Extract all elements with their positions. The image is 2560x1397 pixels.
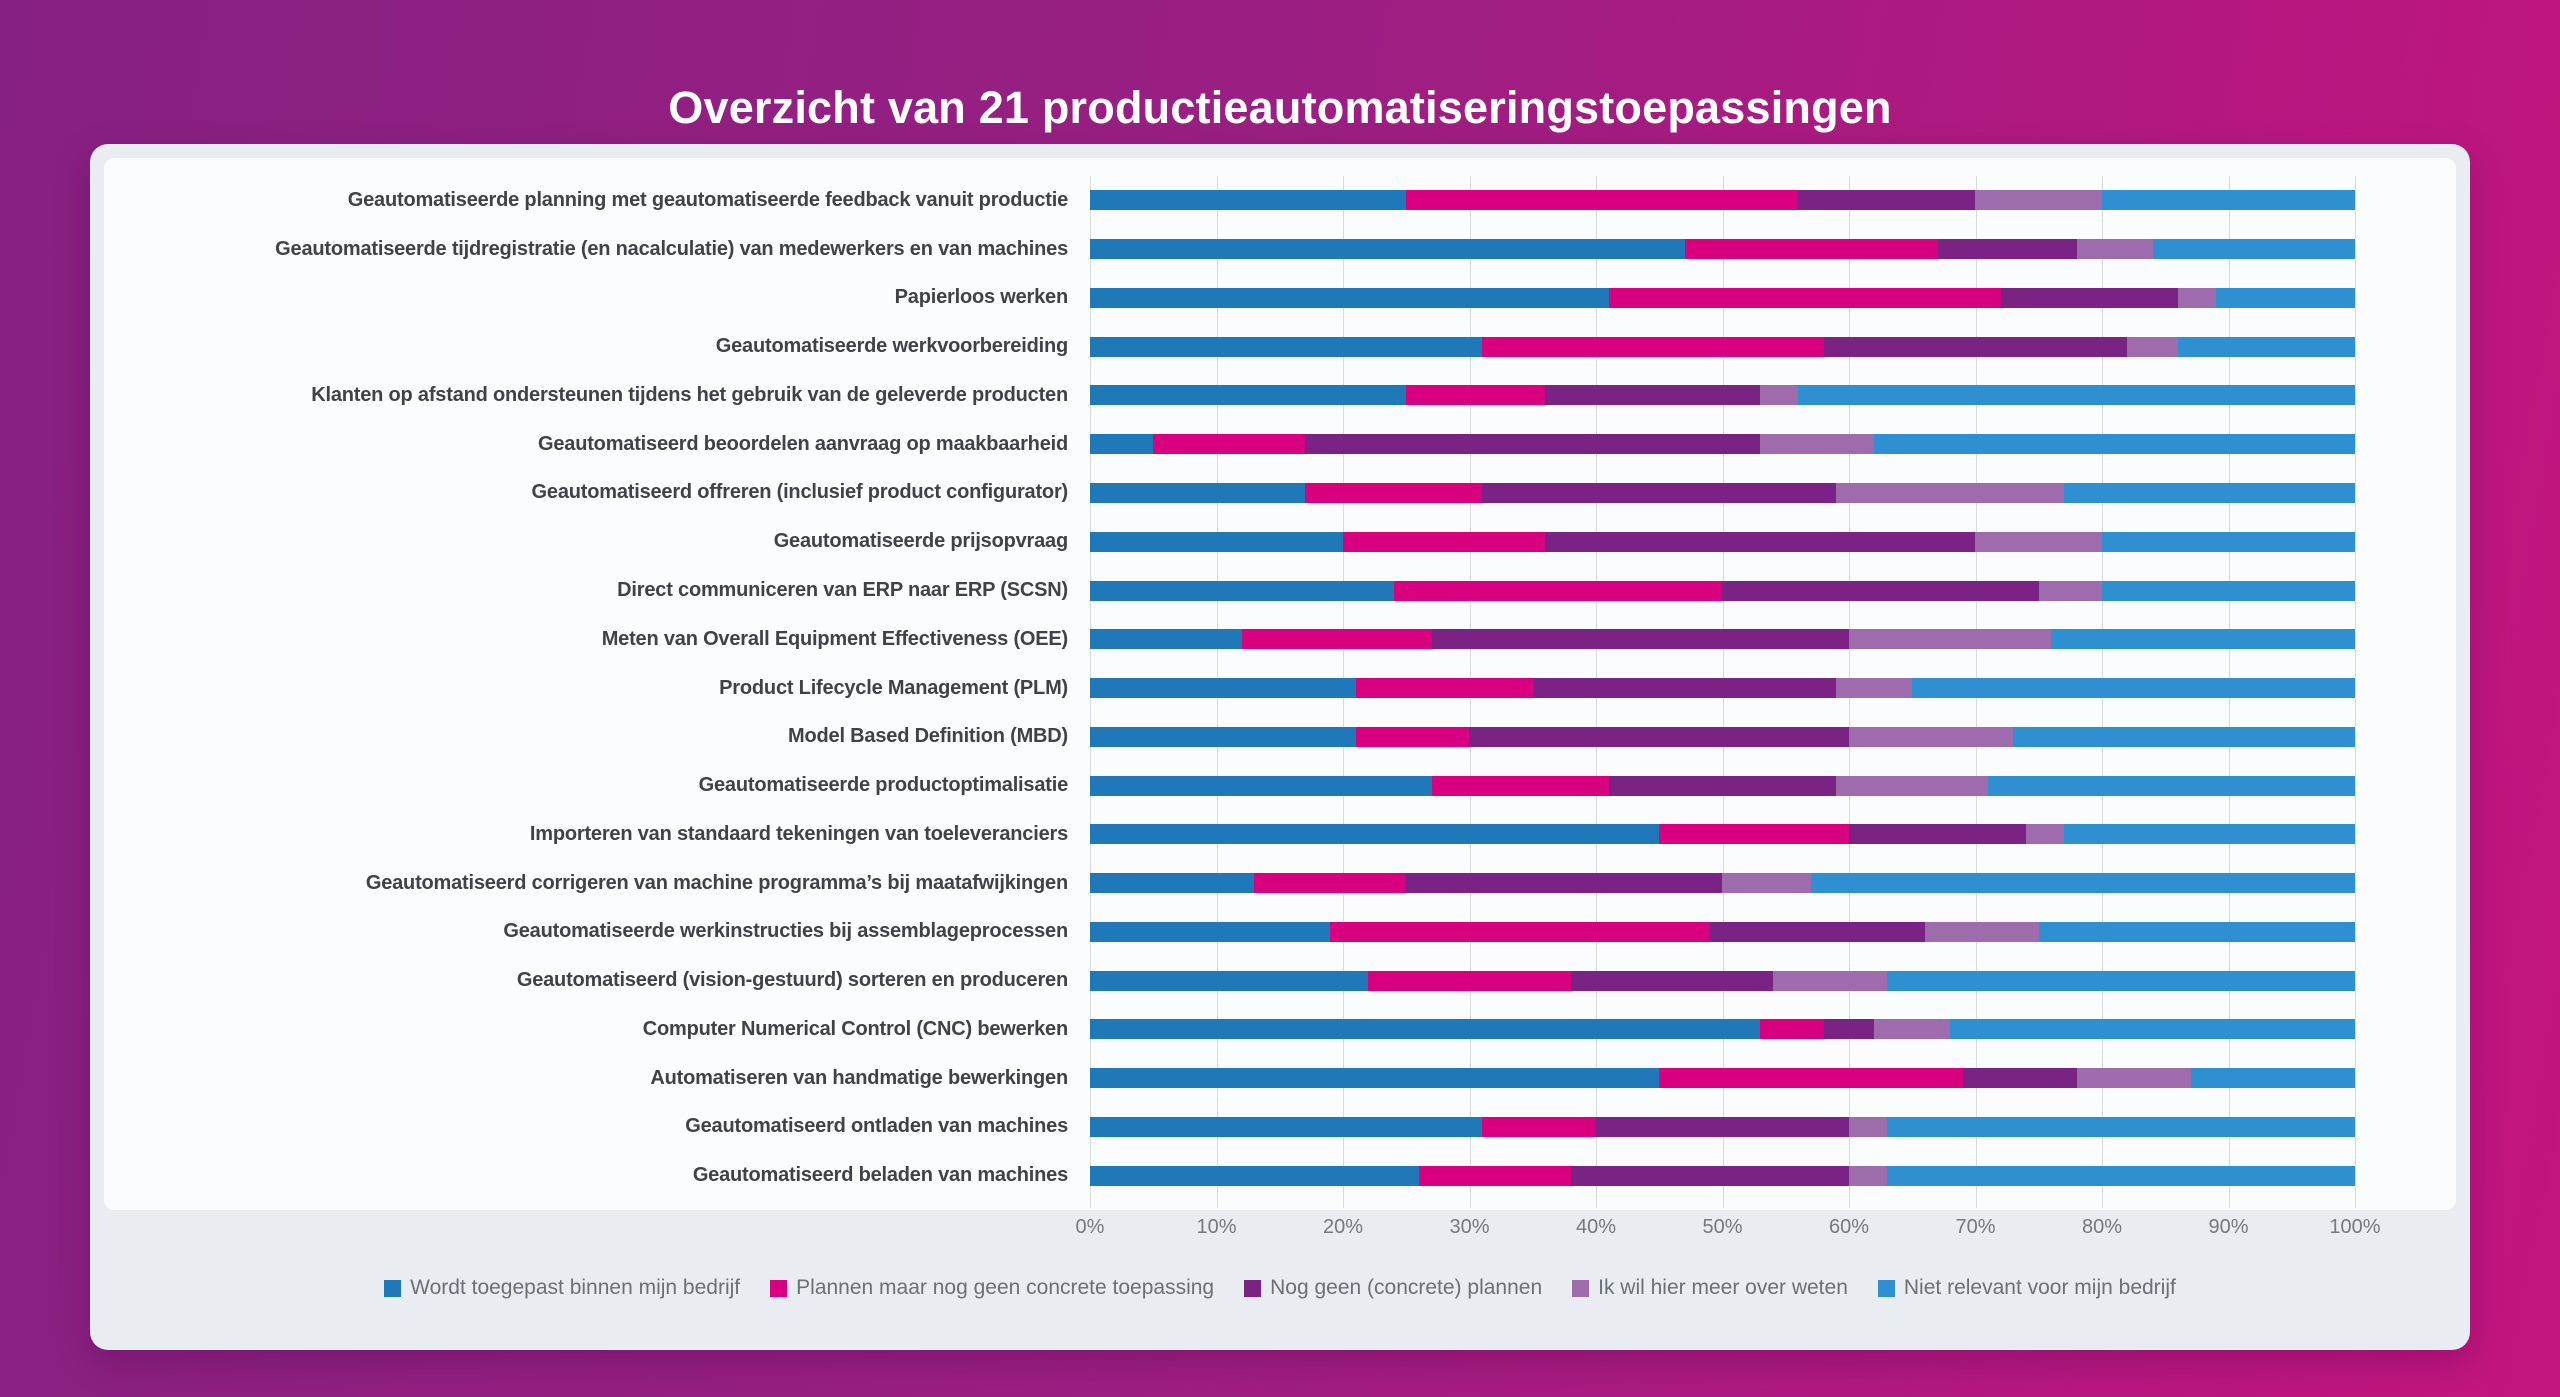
bar-segment <box>1659 1068 1963 1088</box>
bar-segment <box>1090 434 1153 454</box>
bar-track <box>1090 727 2355 747</box>
bar-segment <box>1849 1166 1887 1186</box>
bar-segment <box>1482 1117 1596 1137</box>
legend-label: Plannen maar nog geen concrete toepassing <box>796 1276 1215 1299</box>
category-label: Geautomatiseerde productoptimalisatie <box>698 774 1068 797</box>
bar-segment <box>1432 776 1609 796</box>
legend-label: Nog geen (concrete) plannen <box>1270 1276 1543 1299</box>
bar-segment <box>1090 1019 1760 1039</box>
bar-segment <box>2077 239 2153 259</box>
category-label: Model Based Definition (MBD) <box>788 725 1068 748</box>
bar-segment <box>1849 727 2013 747</box>
bar-segment <box>1242 629 1432 649</box>
legend-label: Niet relevant voor mijn bedrijf <box>1903 1276 2176 1299</box>
bar-track <box>1090 1019 2355 1039</box>
bar-track <box>1090 1166 2355 1186</box>
table-row <box>90 1054 2355 1103</box>
bar-segment <box>1545 385 1760 405</box>
bar-segment <box>1887 1166 2355 1186</box>
bar-track <box>1090 824 2355 844</box>
bar-segment <box>1090 483 1305 503</box>
category-label: Geautomatiseerd (vision-gestuurd) sorteren en produceren <box>516 969 1068 992</box>
bar-segment <box>1571 1166 1849 1186</box>
category-label: Product Lifecycle Management (PLM) <box>719 676 1068 699</box>
bar-segment <box>1090 971 1368 991</box>
bar-segment <box>1722 581 2038 601</box>
bar-segment <box>1090 239 1685 259</box>
table-row <box>90 1151 2355 1200</box>
bar-segment <box>1406 385 1545 405</box>
bar-segment <box>1432 629 1849 649</box>
bar-segment <box>1343 532 1545 552</box>
bar-track <box>1090 385 2355 405</box>
bar-segment <box>1836 776 1988 796</box>
bar-segment <box>2127 337 2178 357</box>
table-row <box>90 420 2355 469</box>
bar-segment <box>1482 337 1824 357</box>
bar-track <box>1090 288 2355 308</box>
bar-segment <box>2039 922 2355 942</box>
gridline <box>2355 176 2356 1208</box>
bar-segment <box>2064 483 2355 503</box>
bar-segment <box>1849 629 2051 649</box>
bar-segment <box>1090 678 1356 698</box>
bar-segment <box>1950 1019 2355 1039</box>
bar-segment <box>1090 1117 1482 1137</box>
legend-item <box>1244 1276 1542 1300</box>
table-row <box>90 517 2355 566</box>
bar-segment <box>1533 678 1837 698</box>
bar-track <box>1090 776 2355 796</box>
legend <box>90 1276 2470 1300</box>
bar-segment <box>1685 239 1938 259</box>
category-label: Geautomatiseerd corrigeren van machine programma’s bij maatafwijkingen <box>365 871 1068 894</box>
legend-label: Ik wil hier meer over weten <box>1598 1276 1848 1299</box>
bar-segment <box>1090 629 1242 649</box>
category-label: Meten van Overall Equipment Effectiveness (OEE) <box>601 627 1068 650</box>
bar-segment <box>2013 727 2355 747</box>
bar-segment <box>1596 1117 1849 1137</box>
bar-track <box>1090 1117 2355 1137</box>
x-axis-tick-label: 100% <box>2329 1216 2381 1238</box>
legend-swatch <box>384 1280 401 1297</box>
category-label: Geautomatiseerd beladen van machines <box>692 1164 1068 1187</box>
bar-segment <box>1874 434 2355 454</box>
bar-segment <box>1356 678 1533 698</box>
bar-segment <box>1090 581 1394 601</box>
bar-segment <box>1925 922 2039 942</box>
x-axis-tick-label: 30% <box>1449 1216 1490 1238</box>
bar-segment <box>1571 971 1773 991</box>
table-row <box>90 810 2355 859</box>
bar-track <box>1090 873 2355 893</box>
legend-swatch <box>770 1280 787 1297</box>
bar-segment <box>1824 1019 1875 1039</box>
bar-segment <box>1090 824 1659 844</box>
bar-segment <box>1887 971 2355 991</box>
category-label: Direct communiceren van ERP naar ERP (SCSN) <box>617 579 1068 601</box>
chart-title: Overzicht van 21 productieautomatiseringstoepassingen <box>668 82 1892 134</box>
table-row <box>90 469 2355 518</box>
bar-segment <box>1938 239 2077 259</box>
category-label: Geautomatiseerde prijsopvraag <box>773 530 1068 553</box>
bar-track <box>1090 678 2355 698</box>
bar-segment <box>1090 873 1254 893</box>
bar-segment <box>1773 971 1887 991</box>
bar-segment <box>2216 288 2355 308</box>
bar-segment <box>1975 532 2102 552</box>
bar-segment <box>1760 385 1798 405</box>
bar-segment <box>2102 581 2355 601</box>
bar-segment <box>2077 1068 2191 1088</box>
bar-segment <box>2001 288 2178 308</box>
bar-segment <box>1824 337 2128 357</box>
bar-segment <box>1153 434 1305 454</box>
x-axis-tick-label: 70% <box>1955 1216 1996 1238</box>
bar-track <box>1090 190 2355 210</box>
category-label: Geautomatiseerd offreren (inclusief product configurator) <box>531 481 1068 504</box>
x-axis-tick-label: 90% <box>2208 1216 2249 1238</box>
bar-segment <box>1419 1166 1571 1186</box>
bar-segment <box>2102 190 2355 210</box>
bar-segment <box>1090 190 1406 210</box>
bar-segment <box>1090 922 1330 942</box>
bar-segment <box>1760 1019 1823 1039</box>
x-axis-tick-label: 10% <box>1196 1216 1237 1238</box>
bar-segment <box>1090 727 1356 747</box>
bar-segment <box>2064 824 2355 844</box>
legend-swatch <box>1878 1280 1895 1297</box>
table-row <box>90 761 2355 810</box>
bar-segment <box>1849 1117 1887 1137</box>
legend-label: Wordt toegepast binnen mijn bedrijf <box>410 1276 741 1299</box>
bar-track <box>1090 239 2355 259</box>
bar-segment <box>1836 678 1912 698</box>
category-label: Papierloos werken <box>894 286 1068 309</box>
bar-segment <box>1406 873 1722 893</box>
bar-segment <box>2039 581 2102 601</box>
category-label: Geautomatiseerde werkinstructies bij assemblageprocessen <box>503 920 1068 943</box>
bar-segment <box>1609 288 2001 308</box>
table-row <box>90 176 2355 225</box>
bar-track <box>1090 483 2355 503</box>
bar-segment <box>1090 385 1406 405</box>
legend-item <box>384 1276 740 1300</box>
table-row <box>90 274 2355 323</box>
table-row <box>90 664 2355 713</box>
bar-segment <box>1305 483 1482 503</box>
x-axis-tick-label: 40% <box>1575 1216 1617 1238</box>
table-row <box>90 1005 2355 1054</box>
table-row <box>90 907 2355 956</box>
bar-segment <box>1368 971 1570 991</box>
bar-track <box>1090 532 2355 552</box>
category-label: Geautomatiseerd beoordelen aanvraag op maakbaarheid <box>538 432 1068 455</box>
bar-segment <box>1090 776 1432 796</box>
x-axis-tick-label: 60% <box>1828 1216 1870 1238</box>
bar-segment <box>1849 824 2026 844</box>
category-label: Klanten op afstand ondersteunen tijdens het gebruik van de geleverde producten <box>311 383 1068 406</box>
table-row <box>90 712 2355 761</box>
category-label: Importeren van standaard tekeningen van toeleveranciers <box>529 822 1068 845</box>
x-axis-tick-label: 80% <box>2081 1216 2123 1238</box>
category-label: Geautomatiseerd ontladen van machines <box>685 1115 1068 1138</box>
bar-segment <box>1710 922 1925 942</box>
legend-swatch <box>1572 1280 1589 1297</box>
bar-track <box>1090 434 2355 454</box>
bar-segment <box>2178 288 2216 308</box>
bar-segment <box>1798 385 2355 405</box>
category-label: Geautomatiseerde werkvoorbereiding <box>715 335 1068 358</box>
bar-segment <box>2051 629 2355 649</box>
bar-segment <box>1722 873 1811 893</box>
bar-segment <box>1975 190 2102 210</box>
legend-swatch <box>1244 1280 1261 1297</box>
bar-segment <box>1305 434 1760 454</box>
table-row <box>90 371 2355 420</box>
bar-track <box>1090 971 2355 991</box>
bar-segment <box>1090 337 1482 357</box>
x-axis <box>1075 1216 2381 1244</box>
bar-track <box>1090 922 2355 942</box>
table-row <box>90 956 2355 1005</box>
legend-item <box>770 1276 1214 1300</box>
bar-track <box>1090 581 2355 601</box>
table-row <box>90 225 2355 274</box>
chart-card <box>90 144 2470 1350</box>
bar-segment <box>1545 532 1975 552</box>
x-axis-tick-label: 50% <box>1702 1216 1743 1238</box>
bar-segment <box>1963 1068 2077 1088</box>
bar-segment <box>2191 1068 2355 1088</box>
category-label: Geautomatiseerde tijdregistratie (en nacalculatie) van medewerkers en van machines <box>275 237 1068 260</box>
bar-segment <box>1912 678 2355 698</box>
bar-segment <box>1836 483 2064 503</box>
bar-segment <box>1356 727 1470 747</box>
bar-segment <box>2102 532 2355 552</box>
table-row <box>90 566 2355 615</box>
category-label: Computer Numerical Control (CNC) bewerken <box>642 1017 1068 1040</box>
bar-segment <box>1090 1068 1659 1088</box>
bar-segment <box>1469 727 1849 747</box>
x-axis-tick-label: 0% <box>1075 1216 1105 1238</box>
bar-track <box>1090 337 2355 357</box>
bar-segment <box>2153 239 2355 259</box>
bar-segment <box>1090 1166 1419 1186</box>
table-row <box>90 859 2355 908</box>
legend-item <box>1878 1276 2176 1300</box>
bar-track <box>1090 1068 2355 1088</box>
bar-segment <box>2026 824 2064 844</box>
bar-segment <box>1659 824 1849 844</box>
bar-segment <box>1874 1019 1950 1039</box>
bar-segment <box>1988 776 2355 796</box>
bar-segment <box>2178 337 2355 357</box>
table-row <box>90 1103 2355 1152</box>
bar-segment <box>1394 581 1723 601</box>
bar-segment <box>1887 1117 2355 1137</box>
category-label: Automatiseren van handmatige bewerkingen <box>650 1066 1068 1089</box>
category-label: Geautomatiseerde planning met geautomatiseerde feedback vanuit productie <box>347 188 1068 211</box>
bar-segment <box>1811 873 2355 893</box>
bar-segment <box>1609 776 1837 796</box>
legend-item <box>1572 1276 1848 1300</box>
bar-segment <box>1330 922 1710 942</box>
bar-segment <box>1254 873 1406 893</box>
table-row <box>90 615 2355 664</box>
bar-segment <box>1482 483 1836 503</box>
chart-rows <box>90 176 2355 1200</box>
bar-segment <box>1090 532 1343 552</box>
x-axis-tick-label: 20% <box>1322 1216 1364 1238</box>
table-row <box>90 322 2355 371</box>
bar-segment <box>1760 434 1874 454</box>
bar-segment <box>1406 190 1798 210</box>
bar-segment <box>1798 190 1975 210</box>
bar-segment <box>1090 288 1609 308</box>
bar-track <box>1090 629 2355 649</box>
